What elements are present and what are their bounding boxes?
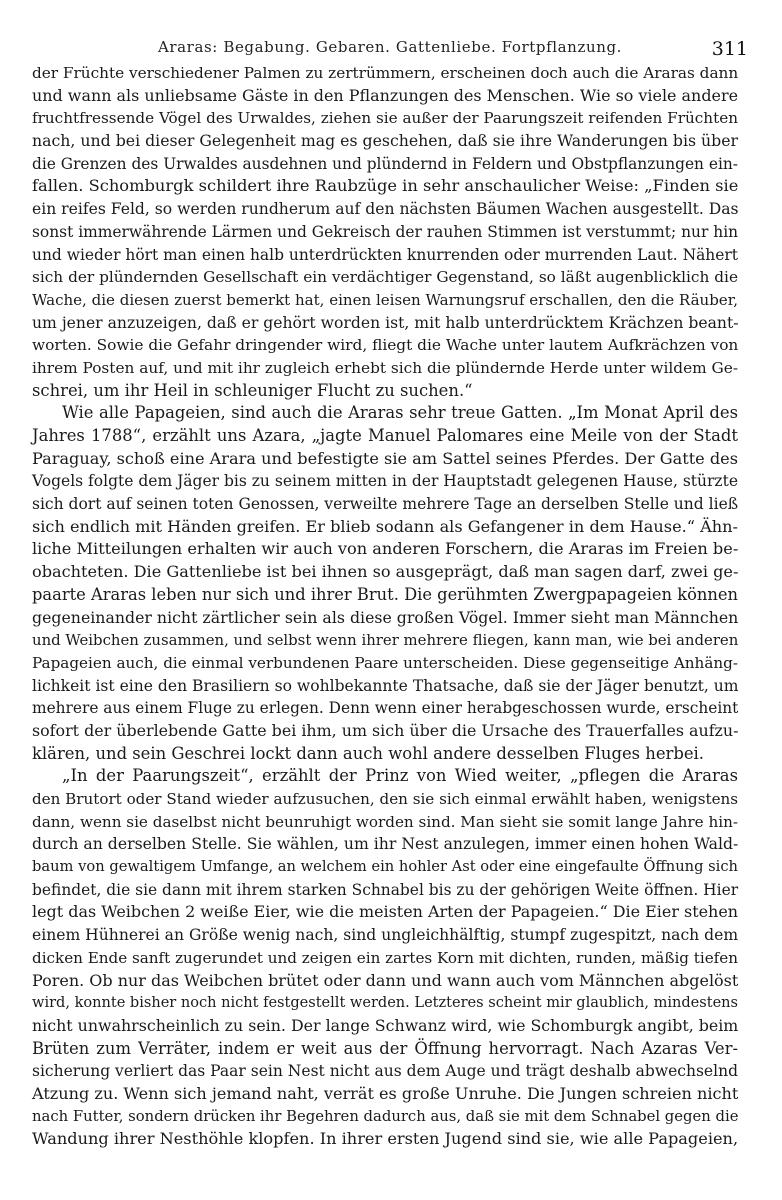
running-title: Araras: Begabung. Gebaren. Gattenliebe. Fortpflanzung. (157, 38, 623, 56)
text-line: befindet, die sie dann mit ihrem starken Schnabel bis zu der gehörigen Weite öffnen. Hier (32, 880, 739, 899)
text-line: den Brutort oder Stand wieder aufzusuchen, den sie sich einmal erwählt haben, wenigstens (32, 790, 739, 808)
page-number: 311 (711, 38, 748, 60)
text-line: die Grenzen des Urwaldes ausdehnen und plündernd in Feldern und Obstpflanzungen ein- (32, 154, 738, 173)
text-line: fruchtfressende Vögel des Urwaldes, ziehen sie außer der Paarungszeit reifenden Früchten (32, 109, 738, 128)
text-line: sonst immerwährende Lärmen und Gekreisch der rauhen Stimmen ist verstummt; nur hin (32, 222, 739, 241)
text-line: sich der plündernden Gesellschaft ein verdächtiger Gegenstand, so läßt augenblicklich die (32, 268, 738, 287)
text-line: Paraguay, schoß eine Arara und befestigte sie am Sattel seines Pferdes. Der Gatte des (32, 448, 738, 468)
text-line: „In der Paarungszeit“, erzählt der Prinz von Wied weiter, „pflegen die Araras (62, 766, 738, 786)
text-line: Poren. Ob nur das Weibchen brütet oder dann und wann auch vom Männchen abgelöst (32, 970, 739, 990)
text-line: und wieder hört man einen halb unterdrückten knurrenden oder murrenden Laut. Nähert (32, 245, 738, 264)
text-line: Wie alle Papageien, sind auch die Araras sehr treue Gatten. „Im Monat April des (62, 403, 738, 423)
text-line: dann, wenn sie daselbst nicht beunruhigt worden sind. Man sieht sie somit lange Jahre hin- (32, 812, 738, 831)
text-line: baum von gewaltigem Umfange, an welchem ein hohler Ast oder eine eingefaulte Öffnung sich (32, 858, 738, 876)
text-line: obachteten. Die Gattenliebe ist bei ihnen so ausgeprägt, daß man sagen darf, zwei ge- (32, 562, 739, 582)
text-line: Atzung zu. Wenn sich jemand naht, verrät es große Unruhe. Die Jungen schreien nicht (32, 1083, 739, 1103)
text-line: und wann als unliebsame Gäste in den Pflanzungen des Menschen. Wie so viele andere (32, 85, 738, 105)
text-line: sich dort auf seinen toten Genossen, verweilte mehrere Tage an derselben Stelle und ließ (32, 495, 739, 514)
text-line: und Weibchen zusammen, und selbst wenn ihrer mehrere fliegen, kann man, wie bei anderen (32, 631, 739, 650)
text-line: worten. Sowie die Gefahr dringender wird, fliegt die Wache unter lautem Aufkrächzen von (32, 336, 739, 355)
text-line: mehrere aus einem Fluge zu erlegen. Denn wenn einer herabgeschossen wurde, erscheint (32, 699, 739, 718)
text-line: nicht unwahrscheinlich zu sein. Der lange Schwanz wird, wie Schomburgk angibt, beim (32, 1015, 739, 1035)
text-line: nach, und bei dieser Gelegenheit mag es geschehen, daß sie ihre Wanderungen bis über (32, 131, 739, 151)
text-line: Wandung ihrer Nesthöhle klopfen. In ihrer ersten Jugend sind sie, wie alle Papageien, (32, 1129, 739, 1149)
text-line: durch an derselben Stelle. Sie wählen, um ihr Nest anzulegen, immer einen hohen Wald- (32, 834, 739, 854)
text-line: liche Mitteilungen erhalten wir auch von anderen Forschern, die Araras im Freien be- (32, 539, 739, 559)
text-line: lichkeit ist eine den Brasiliern so wohlbekannte Thatsache, daß sie der Jäger benutzt, um (32, 676, 739, 695)
text-line: Brüten zum Verräter, indem er weit aus der Öffnung hervorragt. Nach Azaras Ver- (32, 1038, 738, 1058)
paragraph (32, 765, 738, 1151)
text-line: sicherung verliert das Paar sein Nest nicht aus dem Auge und trägt deshalb abwechselnd (32, 1062, 738, 1081)
text-line: nach Futter, sondern drücken ihr Begehren dadurch aus, daß sie mit dem Schnabel gegen die (32, 1107, 739, 1125)
text-line: Wache, die diesen zuerst bemerkt hat, einen leisen Warnungsruf erschallen, den die Räuber, (32, 290, 738, 309)
text-line: legt das Weibchen 2 weiße Eier, wie die meisten Arten der Papageien.“ Die Eier stehen (32, 902, 739, 922)
text-line: wird, konnte bisher noch nicht festgestellt werden. Letzteres scheint mir glaublich, mindestens (32, 995, 738, 1012)
text-line: Jahres 1788“, erzählt uns Azara, „jagte Manuel Palomares eine Meile von der Stadt (32, 426, 738, 445)
text-line: Papageien auch, die einmal verbundenen Paare unterscheiden. Diese gegenseitige Anhäng- (32, 653, 738, 672)
text-line: der Früchte verschiedener Palmen zu zertrümmern, erscheinen doch auch die Araras dann (32, 64, 739, 82)
text-line: sofort der überlebende Gatte bei ihm, um sich über die Ursache des Trauerfalles aufzu- (32, 720, 739, 740)
text-line: ihrem Posten auf, und mit ihr zugleich erhebt sich die plündernde Herde unter wildem Ge- (32, 358, 738, 377)
text-line: schrei, um ihr Heil in schleuniger Flucht zu suchen.“ (32, 380, 473, 400)
text-line: klären, und sein Geschrei lockt dann auch wohl andere desselben Fluges herbei. (32, 743, 705, 763)
text-line: Vogels folgte dem Jäger bis zu seinem mitten in der Hauptstadt gelegenen Hause, stürzte (32, 472, 738, 491)
text-line: dicken Ende sanft zugerundet und zeigen ein zartes Korn mit dichten, runden, mäßig tiefen (32, 948, 738, 967)
text-line: ein reifes Feld, so werden rundherum auf den nächsten Bäumen Wachen ausgestellt. Das (32, 200, 739, 219)
paragraph (32, 402, 738, 765)
text-line: sich endlich mit Händen greifen. Er blieb sodann als Gefangener in dem Hause.“ Ähn- (32, 516, 738, 536)
paragraph (32, 62, 738, 402)
text-line: paarte Araras leben nur sich und ihrer Brut. Die gerühmten Zwergpapageien können (32, 584, 738, 604)
text-line: gegeneinander nicht zärtlicher sein als diese großen Vögel. Immer sieht man Männchen (32, 607, 739, 627)
text-line: einem Hühnerei an Größe wenig nach, sind ungleichhälftig, stumpf zugespitzt, nach dem (32, 926, 739, 945)
text-line: um jener anzuzeigen, daß er gehört worden ist, mit halb unterdrücktem Krächzen beant- (32, 313, 739, 332)
text-line: fallen. Schomburgk schildert ihre Raubzüge in sehr anschaulicher Weise: „Finden sie (32, 176, 739, 196)
body-text (32, 62, 738, 1151)
